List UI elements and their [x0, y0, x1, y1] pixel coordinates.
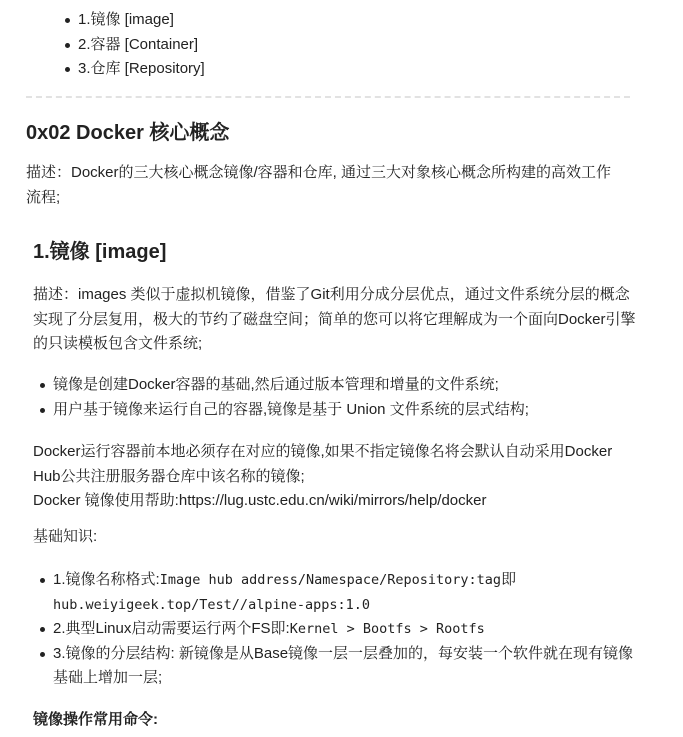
section-description: 描述：Docker的三大核心概念镜像/容器和仓库, 通过三大对象核心概念所构建的高效工作流程; [26, 164, 612, 206]
divider [26, 96, 630, 98]
image-note: Docker运行容器前本地必须存在对应的镜像,如果不指定镜像名将会默认自动采用Docker Hub公共注册服务器仓库中该名称的镜像; [33, 443, 613, 485]
list-item: 用户基于镜像来运行自己的容器,镜像是基于 Union 文件系统的层式结构; [39, 398, 529, 423]
item-text: 1.镜像名称格式: [53, 571, 160, 588]
code-snippet: hub.weiyigeek.top/Test//alpine-apps:1.0 [53, 596, 370, 613]
list-item: 3.仓库 [Repository] [64, 57, 205, 82]
basics-label: 基础知识: [33, 528, 98, 545]
commands-label: 镜像操作常用命令: [33, 711, 158, 728]
list-item: 1.镜像 [image] [64, 8, 205, 33]
list-item [39, 617, 639, 642]
mirror-help-link[interactable]: Docker 镜像使用帮助:https://lug.ustc.edu.cn/wiki/mirrors/help/docker [33, 492, 487, 509]
item-text: 2.典型Linux启动需要运行两个FS即: [53, 620, 290, 637]
image-bullets [39, 373, 529, 422]
section-heading: 0x02 Docker 核心概念 [26, 122, 230, 144]
image-heading: 1.镜像 [image] [33, 241, 167, 263]
basics-list [39, 568, 639, 691]
list-item: 2.容器 [Container] [64, 33, 205, 58]
code-snippet: Kernel > Bootfs > Rootfs [289, 621, 485, 637]
list-item: 镜像是创建Docker容器的基础,然后通过版本管理和增量的文件系统; [39, 373, 529, 398]
image-description: 描述：images 类似于虚拟机镜像，借鉴了Git利用分成分层优点，通过文件系统分层的概念实现了分层复用，极大的节约了磁盘空间；简单的您可以将它理解成为一个面向Docker引擎的只读模板包含文件系统; [33, 286, 636, 352]
list-item [39, 568, 639, 617]
concept-list [64, 8, 205, 82]
code-snippet: Image hub address/Namespace/Repository:tag [159, 572, 502, 588]
item-text: 即 [501, 571, 517, 588]
list-item: 3.镜像的分层结构: 新镜像是从Base镜像一层一层叠加的，每安装一个软件就在现有镜像基础上增加一层; [39, 642, 639, 691]
